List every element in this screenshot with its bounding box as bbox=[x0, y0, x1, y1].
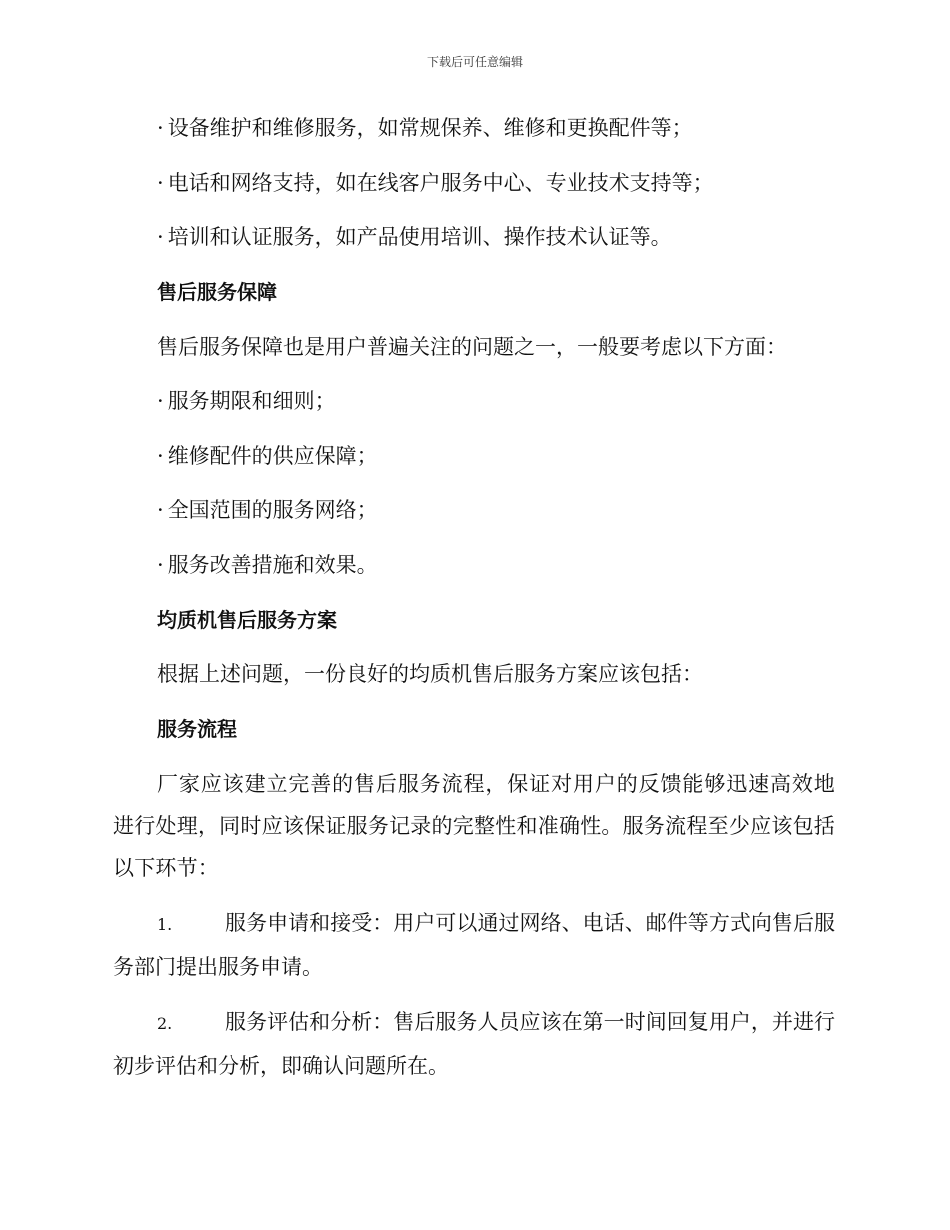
bullet-item: · 全国范围的服务网络； bbox=[157, 495, 378, 525]
numbered-item bbox=[113, 902, 835, 988]
bullet-item: · 电话和网络支持，如在线客户服务中心、专业技术支持等； bbox=[157, 168, 714, 198]
item-text: 服务评估和分析：售后服务人员应该在第一时间回复用户，并进行初步评估和分析，即确认问题所在。 bbox=[113, 1010, 835, 1078]
numbered-item bbox=[113, 1001, 835, 1087]
bullet-item: · 服务期限和细则； bbox=[157, 386, 336, 416]
bullet-item: · 服务改善措施和效果。 bbox=[157, 550, 378, 580]
bullet-item: · 维修配件的供应保障； bbox=[157, 441, 378, 471]
item-number: 1. bbox=[157, 915, 173, 934]
item-text: 服务申请和接受：用户可以通过网络、电话、邮件等方式向售后服务部门提出服务申请。 bbox=[113, 911, 835, 979]
section-intro: 根据上述问题，一份良好的均质机售后服务方案应该包括： bbox=[157, 662, 703, 686]
bullet-item: · 设备维护和维修服务，如常规保养、维修和更换配件等； bbox=[157, 113, 693, 143]
section-intro: 售后服务保障也是用户普遍关注的问题之一，一般要考虑以下方面： bbox=[157, 335, 787, 359]
item-number: 2. bbox=[157, 1014, 173, 1033]
body-paragraph: 厂家应该建立完善的售后服务流程，保证对用户的反馈能够迅速高效地进行处理，同时应该保证服务记录的完整性和准确性。服务流程至少应该包括以下环节： bbox=[113, 772, 835, 880]
section-heading: 售后服务保障 bbox=[157, 280, 277, 304]
bullet-item: · 培训和认证服务，如产品使用培训、操作技术认证等。 bbox=[157, 222, 672, 252]
page-header: 下载后可任意编辑 bbox=[426, 55, 523, 69]
section-heading: 服务流程 bbox=[157, 717, 237, 741]
section-heading: 均质机售后服务方案 bbox=[157, 608, 337, 632]
